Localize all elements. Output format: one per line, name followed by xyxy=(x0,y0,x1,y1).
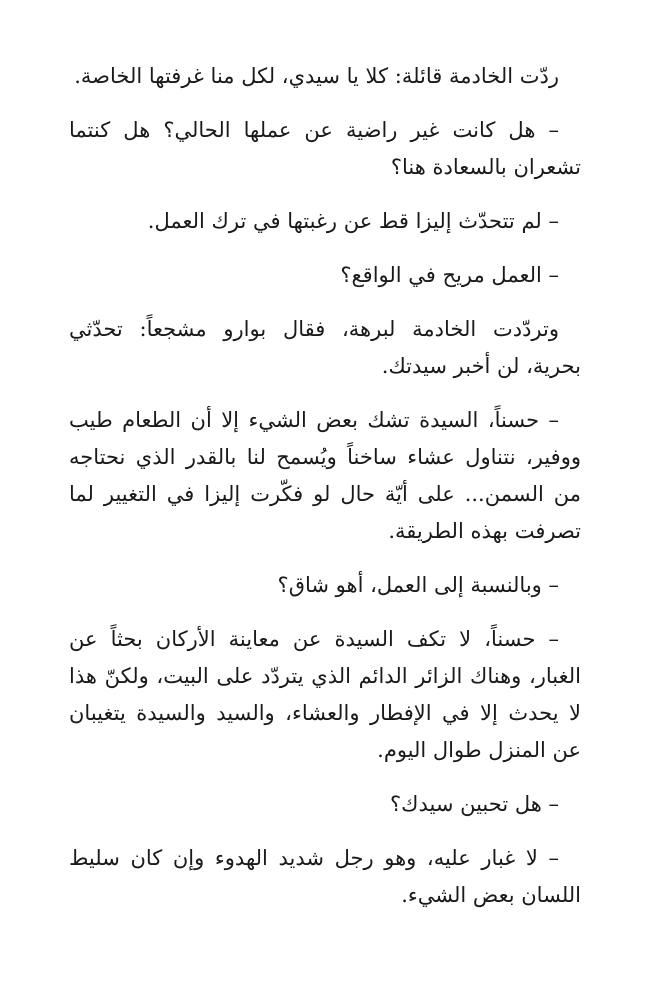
paragraph: – هل كانت غير راضية عن عملها الحالي؟ هل كنتما تشعران بالسعادة هنا؟ xyxy=(69,118,581,179)
paragraph: – وبالنسبة إلى العمل، أهو شاق؟ xyxy=(277,573,559,597)
paragraph: – حسناً، لا تكف السيدة عن معاينة الأركان بحثاً عن الغبار، وهناك الزائر الدائم الذي يتردّد على البيت، ولكنّ هذا لا يحدث إلا في الإفطار والعشاء، والسيد والسيدة يتغيبان عن المنزل طوال اليوم. xyxy=(69,627,581,762)
paragraph: وتردّدت الخادمة لبرهة، فقال بوارو مشجعاً: تحدّثي بحرية، لن أخبر سيدتك. xyxy=(69,317,581,378)
paragraph: – لا غبار عليه، وهو رجل شديد الهدوء وإن كان سليط اللسان بعض الشيء. xyxy=(69,846,581,907)
paragraph: – لم تتحدّث إليزا قط عن رغبتها في ترك العمل. xyxy=(147,209,559,233)
paragraph: – العمل مريح في الواقع؟ xyxy=(340,263,559,287)
paragraph: – هل تحبين سيدك؟ xyxy=(390,792,559,816)
paragraph: ردّت الخادمة قائلة: كلا يا سيدي، لكل منا غرفتها الخاصة. xyxy=(74,64,559,88)
book-page xyxy=(69,58,581,931)
paragraph: – حسناً، السيدة تشك بعض الشيء إلا أن الطعام طيب ووفير، نتناول عشاء ساخناً ويُسمح لنا بالقدر الذي نحتاجه من السمن... على أيّة حال لو فكّرت إليزا في التغيير لما تصرفت بهذه الطريقة. xyxy=(69,408,581,543)
